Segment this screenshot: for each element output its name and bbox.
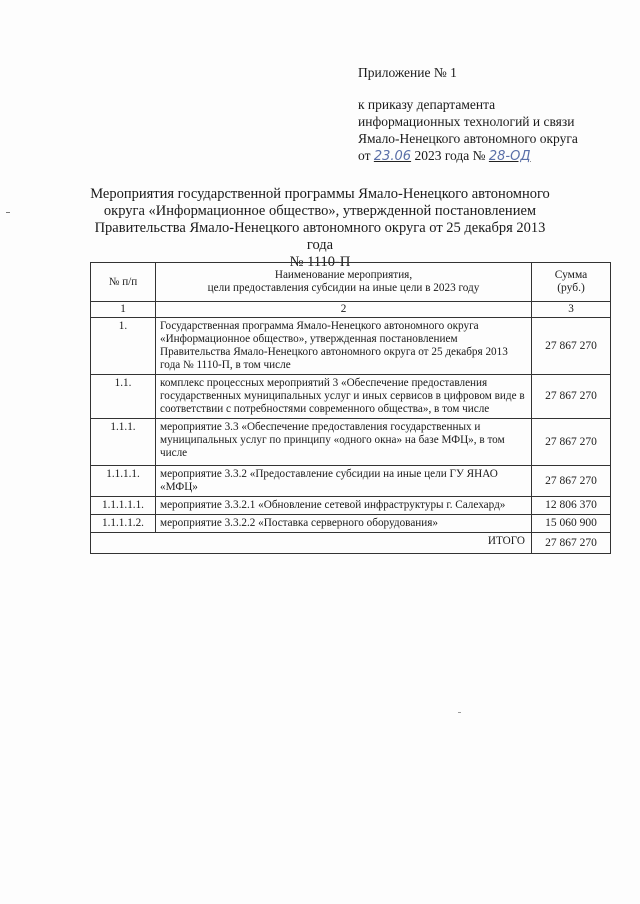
row-sum: 27 867 270: [532, 466, 611, 497]
row-num: 1.1.1.1.1.: [91, 497, 156, 515]
handwritten-number: 28-ОД: [488, 149, 531, 164]
column-number-row: [91, 302, 611, 318]
row-num: 1.1.1.: [91, 419, 156, 466]
row-sum: 27 867 270: [532, 318, 611, 375]
appendix-title: Приложение № 1: [358, 65, 457, 80]
appendix-line: информационных технологий и связи: [358, 114, 575, 129]
heading-line: Правительства Ямало-Ненецкого автономного округа от 25 декабря 2013 года: [94, 220, 546, 253]
table-header-row: [91, 263, 611, 302]
row-num: 1.1.1.1.2.: [91, 515, 156, 533]
table-row: [91, 375, 611, 419]
row-sum: 27 867 270: [532, 419, 611, 466]
total-sum: 27 867 270: [532, 533, 611, 554]
table-row: [91, 419, 611, 466]
row-num: 1.1.1.1.: [91, 466, 156, 497]
scan-mark: [6, 212, 10, 213]
table-row: [91, 318, 611, 375]
activities-table: [90, 262, 611, 554]
heading-line: округа «Информационное общество», утвержденной постановлением: [103, 203, 537, 219]
appendix-line: Ямало-Ненецкого автономного округа: [358, 131, 578, 146]
appendix-date-line: [358, 147, 578, 165]
heading-line: Мероприятия государственной программы Ямало-Ненецкого автономного: [90, 186, 550, 202]
header-num: № п/п: [91, 263, 156, 302]
header-name-line: Наименование мероприятия,: [274, 269, 413, 281]
total-label: ИТОГО: [91, 533, 532, 554]
row-name: мероприятие 3.3.2.1 «Обновление сетевой инфраструктуры г. Салехард»: [156, 497, 532, 515]
appendix-block: [358, 64, 578, 165]
row-sum: 15 060 900: [532, 515, 611, 533]
table-row: [91, 515, 611, 533]
row-name: Государственная программа Ямало-Ненецкого автономного округа «Информационное общество», утвержденная постановлением Правительства Ямало-Ненецкого автономного округа от 25 декабря 2013 года № 1110-П, в том числе: [156, 318, 532, 375]
date-middle: 2023 года №: [414, 148, 486, 163]
column-number: 1: [91, 302, 156, 318]
row-name: мероприятие 3.3.2.2 «Поставка серверного оборудования»: [156, 515, 532, 533]
table-row: [91, 466, 611, 497]
header-sum-line: (руб.): [557, 282, 585, 294]
row-name: комплекс процессных мероприятий 3 «Обеспечение предоставления государственных муниципальных услуг и иных сервисов в цифровом виде в соответствии с потребностями современного общества», в том числе: [156, 375, 532, 419]
row-num: 1.: [91, 318, 156, 375]
row-sum: 12 806 370: [532, 497, 611, 515]
header-name-line: цели предоставления субсидии на иные цели в 2023 году: [207, 282, 480, 294]
row-num: 1.1.: [91, 375, 156, 419]
table-row: [91, 497, 611, 515]
column-number: 2: [156, 302, 532, 318]
column-number: 3: [532, 302, 611, 318]
appendix-line: к приказу департамента: [358, 97, 496, 112]
header-sum-line: Сумма: [554, 269, 588, 281]
document-heading: [80, 186, 560, 271]
date-prefix: от: [358, 148, 371, 163]
header-name: [156, 263, 532, 302]
row-name: мероприятие 3.3.2 «Предоставление субсидии на иные цели ГУ ЯНАО «МФЦ»: [156, 466, 532, 497]
heading-line: № 1110-П: [289, 254, 351, 270]
scan-speck: [458, 712, 461, 713]
table-total-row: [91, 533, 611, 554]
header-sum: [532, 263, 611, 302]
row-sum: 27 867 270: [532, 375, 611, 419]
row-name: мероприятие 3.3 «Обеспечение предоставления государственных и муниципальных услуг по принципу «одного окна» на базе МФЦ», в том числе: [156, 419, 532, 466]
handwritten-date: 23.06: [373, 149, 412, 164]
